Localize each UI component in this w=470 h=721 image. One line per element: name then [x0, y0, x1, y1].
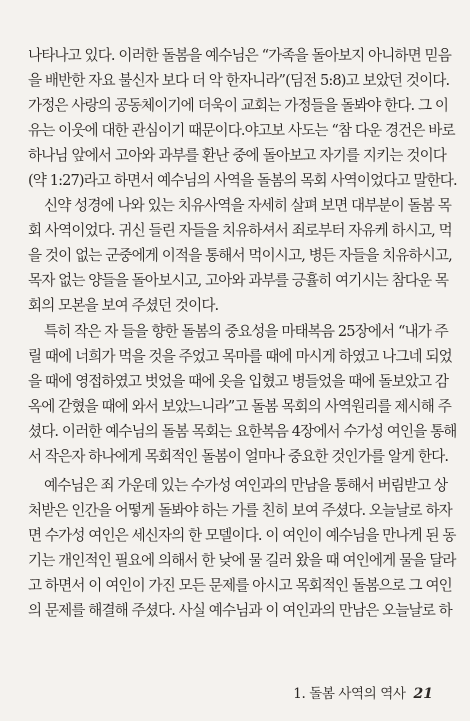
text-line: 을 때에 영접하였고 벗었을 때에 옷을 입혔고 병들었을 때에 돌보았고 감 [28, 373, 449, 390]
text-line: 목자 없는 양들을 돌아보시고, 고아와 과부를 긍휼히 여기시는 참다운 목 [28, 272, 449, 289]
text-line: 유는 이웃에 대한 관심이기 때문이다.야고보 사도는 “참 다운 경건은 바로 [28, 122, 455, 139]
text-line: (약 1:27)라고 하면서 예수님의 사역을 돌봄의 목회 사역이었다고 말한다. [28, 172, 457, 189]
text-line: 을 것이 없는 군중에게 이적을 통해서 먹이시고, 병든 자들을 치유하시고, [28, 247, 452, 264]
text-line: 고 하면서 이 여인이 가진 모든 문제를 아시고 목회적인 돌봄으로 그 여인 [28, 577, 452, 594]
text-line: 가정은 사랑의 공동체이기에 더욱이 교회는 가정들을 돌봐야 한다. 그 이 [28, 97, 449, 114]
text-line: 특히 작은 자 들을 향한 돌봄의 중요성을 마태복음 25장에서 “내가 주 [44, 323, 448, 340]
text-line: 옥에 갇혔을 때에 와서 보았느니라”고 돌봄 목회의 사역원리를 제시해 주 [28, 398, 451, 415]
text-line: 기는 개인적인 필요에 의해서 한 낮에 물 길러 왔을 때 여인에게 물을 달라 [28, 552, 456, 569]
text-line: 처받은 인간을 어떻게 돌봐야 하는 가를 친히 보여 주셨다. 오늘날로 하자 [28, 502, 452, 519]
text-line: 면 수가성 여인은 세신자의 한 모델이다. 이 여인이 예수님을 만나게 된 동 [28, 527, 456, 544]
text-line: 회의 모본을 보여 주셨던 것이다. [28, 297, 219, 314]
text-line: 의 문제를 해결해 주셨다. 사실 예수님과 이 여인과의 만남은 오늘날로 하 [28, 602, 452, 619]
text-line: 하나님 앞에서 고아와 과부를 환난 중에 돌아보고 자기를 지키는 것이다 [28, 147, 446, 164]
page-footer [293, 682, 433, 702]
page-number: 21 [413, 686, 433, 702]
chapter-title: 1. 돌봄 사역의 역사 [293, 686, 406, 702]
text-line: 셨다. 이러한 예수님의 돌봄 목회는 요한복음 4장에서 수가성 여인을 통해 [28, 423, 457, 440]
text-line: 릴 때에 너희가 먹을 것을 주었고 목마를 때에 마시게 하였고 나그네 되었 [28, 348, 452, 365]
text-line: 회 사역이었다. 귀신 들린 자들을 치유하셔서 죄로부터 자유케 하시고, 먹 [28, 222, 452, 239]
text-line: 을 배반한 자요 불신자 보다 더 악 한자니라”(딤전 5:8)고 보았던 것이다. [28, 72, 450, 89]
text-line: 서 작은자 하나에게 목회적인 돌봄이 얼마나 중요한 것인가를 알게 한다. [28, 448, 449, 465]
text-line: 신약 성경에 나와 있는 치유사역을 자세히 살펴 보면 대부분이 돌봄 목 [44, 197, 451, 214]
text-line: 나타나고 있다. 이러한 돌봄을 예수님은 “가족을 돌아보지 아니하면 믿음 [28, 47, 451, 64]
text-line: 예수님은 죄 가운데 있는 수가성 여인과의 만남을 통해서 버림받고 상 [44, 477, 448, 494]
